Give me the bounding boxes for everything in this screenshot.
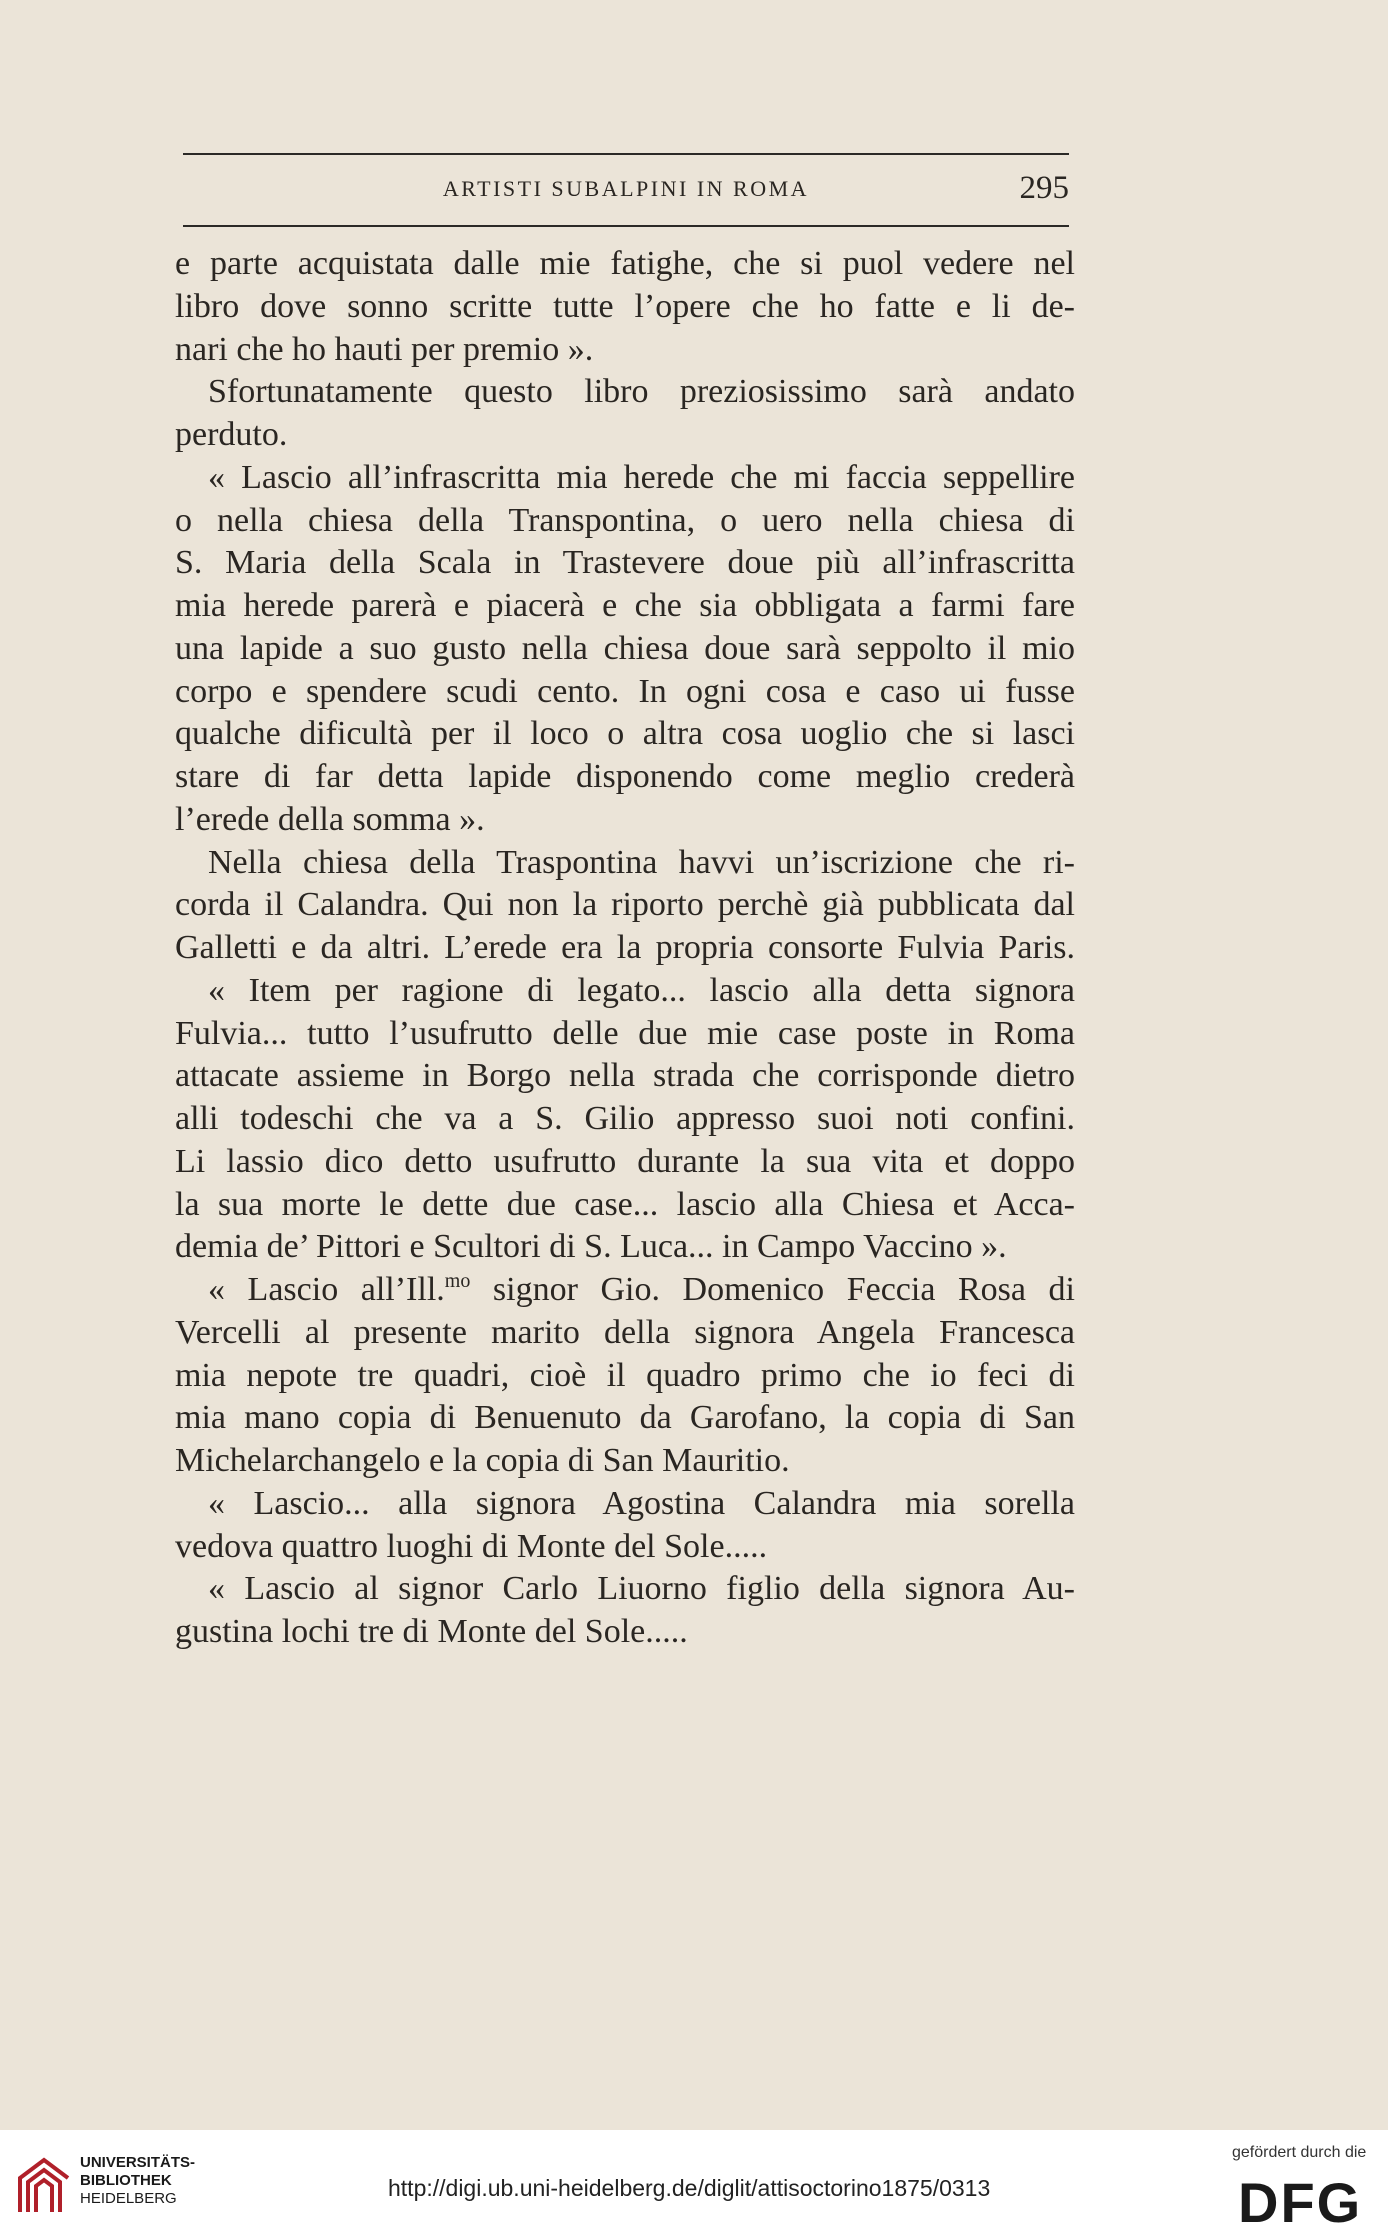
superscript: mo: [444, 1270, 471, 1292]
text-line: nari che ho hauti per premio ».: [175, 330, 594, 368]
text-line: perduto.: [175, 416, 288, 453]
header-rule-bottom: [183, 225, 1069, 227]
text-line: una lapide a suo gusto nella chiesa doue sarà seppolto il mio: [175, 629, 1075, 667]
text-line: mia herede parerà e piacerà e che sia obbligata a farmi fare: [175, 587, 1075, 624]
text-line: Sfortunatamente questo libro preziosissimo sarà andato: [208, 373, 1075, 411]
text-line: corpo e spendere scudi cento. In ogni cosa e caso ui fusse: [175, 672, 1075, 710]
text-line: la sua morte le dette due case... lascio alla Chiesa et Acca-: [175, 1185, 1075, 1223]
running-head: [183, 170, 1069, 214]
text-line: Fulvia... tutto l’usufrutto delle due mie case poste in Roma: [175, 1014, 1075, 1052]
text-line: mia nepote tre quadri, cioè il quadro primo che io feci di: [175, 1356, 1075, 1394]
viewer-footer: [0, 2130, 1388, 2239]
text-line: mia mano copia di Benuenuto da Garofano, la copia di San: [175, 1399, 1075, 1437]
permalink-url[interactable]: http://digi.ub.uni-heidelberg.de/diglit/attisoctorino1875/0313: [388, 2175, 991, 2201]
library-name-line: UNIVERSITÄTS-: [80, 2154, 196, 2171]
text-line: e parte acquistata dalle mie fatighe, che si puol vedere nel: [175, 245, 1075, 282]
header-rule-top: [183, 153, 1069, 155]
text-body: [175, 243, 1075, 1654]
dfg-logo: DFG: [1238, 2171, 1363, 2234]
library-name-line: BIBLIOTHEK: [80, 2172, 172, 2189]
library-logo-icon: [12, 2150, 76, 2220]
text-line: libro dove sonno scritte tutte l’opere che ho fatte e li de-: [175, 287, 1075, 325]
text-line: stare di far detta lapide disponendo come meglio crederà: [175, 758, 1075, 795]
page-number: 295: [1019, 170, 1069, 206]
text-line: « Lascio all’infrascritta mia herede che mi faccia seppellire: [208, 458, 1075, 496]
text-line: Nella chiesa della Traspontina havvi un’iscrizione che ri-: [208, 843, 1075, 881]
library-name: [80, 2154, 195, 2208]
funding-credit: gefördert durch die: [1232, 2144, 1367, 2161]
text-line: Li lassio dico detto usufrutto durante la sua vita et doppo: [175, 1142, 1075, 1180]
text-line: « Lascio al signor Carlo Liuorno figlio della signora Au-: [208, 1570, 1075, 1608]
text-line: alli todeschi che va a S. Gilio appresso suoi noti confini.: [175, 1100, 1075, 1137]
text-line: corda il Calandra. Qui non la riporto perchè già pubblicata dal: [175, 886, 1075, 924]
text-line: o nella chiesa della Transpontina, o uero nella chiesa di: [175, 501, 1075, 539]
text-line: Galletti e da altri. L’erede era la propria consorte Fulvia Paris.: [175, 929, 1075, 966]
text-line: S. Maria della Scala in Trastevere doue più all’infrascritta: [175, 544, 1075, 582]
text-fragment: « Lascio all’Ill.: [208, 1271, 445, 1308]
running-title: ARTISTI SUBALPINI IN ROMA: [442, 176, 810, 201]
text-line: attacate assieme in Borgo nella strada che corrisponde dietro: [175, 1057, 1075, 1095]
text-line: « Lascio... alla signora Agostina Calandra mia sorella: [208, 1484, 1075, 1522]
text-fragment: signor Gio. Domenico Feccia Rosa di: [470, 1271, 1075, 1308]
text-line: qualche dificultà per il loco o altra cosa uoglio che si lasci: [175, 715, 1075, 753]
text-line: Michelarchangelo e la copia di San Mauritio.: [175, 1442, 790, 1479]
library-name-line: HEIDELBERG: [80, 2190, 177, 2207]
text-line: Vercelli al presente marito della signora Angela Francesca: [175, 1313, 1075, 1351]
text-line: [175, 1269, 1075, 1312]
text-line: « Item per ragione di legato... lascio alla detta signora: [208, 971, 1075, 1009]
text-line: vedova quattro luoghi di Monte del Sole.....: [175, 1527, 768, 1565]
text-line: l’erede della somma ».: [175, 800, 485, 838]
text-line: gustina lochi tre di Monte del Sole.....: [175, 1613, 688, 1650]
text-line: demia de’ Pittori e Scultori di S. Luca... in Campo Vaccino ».: [175, 1228, 1007, 1266]
